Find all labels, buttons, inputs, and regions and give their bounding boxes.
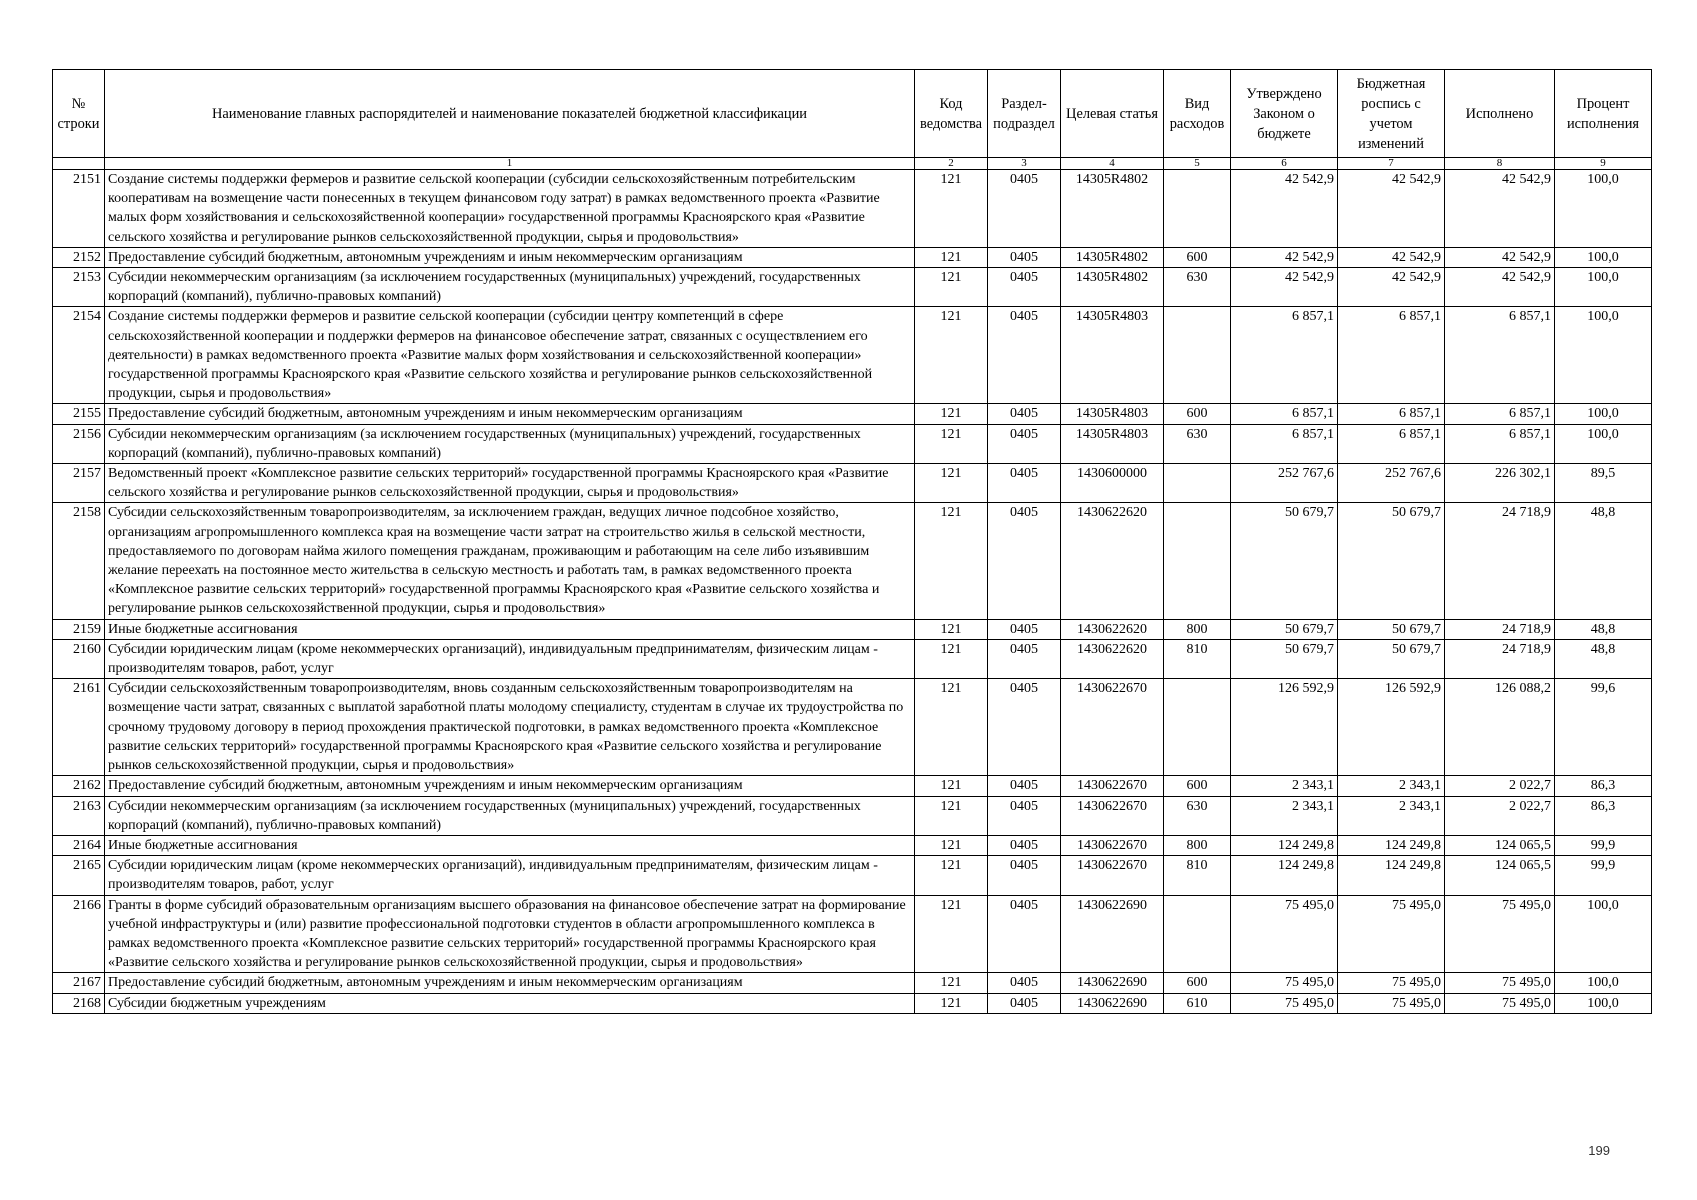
target-article-cell: 1430622690 bbox=[1061, 993, 1164, 1013]
target-article-cell: 1430600000 bbox=[1061, 464, 1164, 503]
row-name-cell: Ведомственный проект «Комплексное развитие сельских территорий» государственной программы Красноярского края «Развитие сельского хозяйства и регулирование рынков сельскохозяйственной продукции, сырья и продовольствия» bbox=[105, 464, 915, 503]
row-number-cell: 2163 bbox=[53, 796, 105, 835]
section-cell: 0405 bbox=[988, 796, 1061, 835]
budget-list-cell: 6 857,1 bbox=[1338, 404, 1445, 424]
column-number: 3 bbox=[988, 158, 1061, 170]
dept-code-cell: 121 bbox=[915, 993, 988, 1013]
expense-kind-cell bbox=[1164, 503, 1231, 619]
header-budget-list: Бюджетная роспись с учетом изменений bbox=[1338, 70, 1445, 158]
approved-cell: 6 857,1 bbox=[1231, 404, 1338, 424]
section-cell: 0405 bbox=[988, 835, 1061, 855]
expense-kind-cell: 810 bbox=[1164, 639, 1231, 678]
dept-code-cell: 121 bbox=[915, 307, 988, 404]
table-row bbox=[53, 895, 1652, 973]
percent-cell: 100,0 bbox=[1555, 404, 1652, 424]
target-article-cell: 1430622670 bbox=[1061, 776, 1164, 796]
expense-kind-cell bbox=[1164, 464, 1231, 503]
executed-cell: 124 065,5 bbox=[1445, 835, 1555, 855]
percent-cell: 48,8 bbox=[1555, 503, 1652, 619]
approved-cell: 50 679,7 bbox=[1231, 503, 1338, 619]
expense-kind-cell: 600 bbox=[1164, 404, 1231, 424]
header-approved: Утверждено Законом о бюджете bbox=[1231, 70, 1338, 158]
section-cell: 0405 bbox=[988, 973, 1061, 993]
budget-execution-table bbox=[52, 69, 1652, 1014]
executed-cell: 124 065,5 bbox=[1445, 856, 1555, 895]
section-cell: 0405 bbox=[988, 503, 1061, 619]
header-executed: Исполнено bbox=[1445, 70, 1555, 158]
budget-list-cell: 75 495,0 bbox=[1338, 895, 1445, 973]
approved-cell: 6 857,1 bbox=[1231, 307, 1338, 404]
approved-cell: 124 249,8 bbox=[1231, 835, 1338, 855]
row-number-cell: 2157 bbox=[53, 464, 105, 503]
executed-cell: 75 495,0 bbox=[1445, 993, 1555, 1013]
row-name-cell: Субсидии юридическим лицам (кроме некоммерческих организаций), индивидуальным предпринимателям, физическим лицам - производителям товаров, работ, услуг bbox=[105, 639, 915, 678]
approved-cell: 75 495,0 bbox=[1231, 973, 1338, 993]
row-name-cell: Субсидии бюджетным учреждениям bbox=[105, 993, 915, 1013]
row-number-cell: 2156 bbox=[53, 424, 105, 463]
row-number-cell: 2164 bbox=[53, 835, 105, 855]
header-row bbox=[53, 70, 1652, 158]
dept-code-cell: 121 bbox=[915, 404, 988, 424]
dept-code-cell: 121 bbox=[915, 639, 988, 678]
row-name-cell: Предоставление субсидий бюджетным, автономным учреждениям и иным некоммерческим организациям bbox=[105, 247, 915, 267]
percent-cell: 100,0 bbox=[1555, 895, 1652, 973]
dept-code-cell: 121 bbox=[915, 856, 988, 895]
expense-kind-cell: 610 bbox=[1164, 993, 1231, 1013]
budget-list-cell: 50 679,7 bbox=[1338, 639, 1445, 678]
header-target-article: Целевая статья bbox=[1061, 70, 1164, 158]
percent-cell: 100,0 bbox=[1555, 170, 1652, 248]
budget-list-cell: 126 592,9 bbox=[1338, 679, 1445, 776]
percent-cell: 48,8 bbox=[1555, 619, 1652, 639]
target-article-cell: 1430622620 bbox=[1061, 503, 1164, 619]
expense-kind-cell bbox=[1164, 170, 1231, 248]
target-article-cell: 14305R4802 bbox=[1061, 268, 1164, 307]
budget-list-cell: 42 542,9 bbox=[1338, 268, 1445, 307]
row-name-cell: Иные бюджетные ассигнования bbox=[105, 835, 915, 855]
approved-cell: 252 767,6 bbox=[1231, 464, 1338, 503]
table-row bbox=[53, 464, 1652, 503]
row-name-cell: Субсидии некоммерческим организациям (за исключением государственных (муниципальных) учреждений, государственных корпораций (компаний), публично-правовых компаний) bbox=[105, 268, 915, 307]
column-number-row bbox=[53, 158, 1652, 170]
row-number-cell: 2168 bbox=[53, 993, 105, 1013]
approved-cell: 2 343,1 bbox=[1231, 776, 1338, 796]
target-article-cell: 14305R4802 bbox=[1061, 170, 1164, 248]
budget-list-cell: 6 857,1 bbox=[1338, 424, 1445, 463]
header-expense-kind: Вид расходов bbox=[1164, 70, 1231, 158]
target-article-cell: 14305R4802 bbox=[1061, 247, 1164, 267]
row-name-cell: Субсидии некоммерческим организациям (за исключением государственных (муниципальных) учреждений, государственных корпораций (компаний), публично-правовых компаний) bbox=[105, 796, 915, 835]
column-number: 2 bbox=[915, 158, 988, 170]
row-number-cell: 2154 bbox=[53, 307, 105, 404]
budget-list-cell: 75 495,0 bbox=[1338, 973, 1445, 993]
expense-kind-cell: 630 bbox=[1164, 268, 1231, 307]
percent-cell: 100,0 bbox=[1555, 247, 1652, 267]
table-row bbox=[53, 170, 1652, 248]
header-row-no: № строки bbox=[53, 70, 105, 158]
percent-cell: 100,0 bbox=[1555, 424, 1652, 463]
dept-code-cell: 121 bbox=[915, 170, 988, 248]
column-number bbox=[53, 158, 105, 170]
section-cell: 0405 bbox=[988, 307, 1061, 404]
executed-cell: 226 302,1 bbox=[1445, 464, 1555, 503]
column-number: 9 bbox=[1555, 158, 1652, 170]
executed-cell: 2 022,7 bbox=[1445, 796, 1555, 835]
executed-cell: 75 495,0 bbox=[1445, 895, 1555, 973]
target-article-cell: 1430622690 bbox=[1061, 973, 1164, 993]
approved-cell: 42 542,9 bbox=[1231, 268, 1338, 307]
dept-code-cell: 121 bbox=[915, 503, 988, 619]
row-number-cell: 2166 bbox=[53, 895, 105, 973]
dept-code-cell: 121 bbox=[915, 424, 988, 463]
budget-list-cell: 42 542,9 bbox=[1338, 247, 1445, 267]
table-row bbox=[53, 247, 1652, 267]
executed-cell: 42 542,9 bbox=[1445, 170, 1555, 248]
row-name-cell: Иные бюджетные ассигнования bbox=[105, 619, 915, 639]
row-number-cell: 2159 bbox=[53, 619, 105, 639]
target-article-cell: 1430622670 bbox=[1061, 856, 1164, 895]
row-number-cell: 2162 bbox=[53, 776, 105, 796]
percent-cell: 89,5 bbox=[1555, 464, 1652, 503]
section-cell: 0405 bbox=[988, 424, 1061, 463]
dept-code-cell: 121 bbox=[915, 895, 988, 973]
row-number-cell: 2153 bbox=[53, 268, 105, 307]
expense-kind-cell: 800 bbox=[1164, 835, 1231, 855]
expense-kind-cell: 600 bbox=[1164, 973, 1231, 993]
expense-kind-cell bbox=[1164, 307, 1231, 404]
executed-cell: 42 542,9 bbox=[1445, 247, 1555, 267]
table-row bbox=[53, 404, 1652, 424]
row-number-cell: 2165 bbox=[53, 856, 105, 895]
executed-cell: 2 022,7 bbox=[1445, 776, 1555, 796]
target-article-cell: 14305R4803 bbox=[1061, 424, 1164, 463]
table-row bbox=[53, 307, 1652, 404]
header-name: Наименование главных распорядителей и наименование показателей бюджетной классификации bbox=[105, 70, 915, 158]
budget-list-cell: 6 857,1 bbox=[1338, 307, 1445, 404]
section-cell: 0405 bbox=[988, 170, 1061, 248]
target-article-cell: 14305R4803 bbox=[1061, 307, 1164, 404]
target-article-cell: 1430622690 bbox=[1061, 895, 1164, 973]
budget-list-cell: 124 249,8 bbox=[1338, 835, 1445, 855]
section-cell: 0405 bbox=[988, 679, 1061, 776]
budget-list-cell: 75 495,0 bbox=[1338, 993, 1445, 1013]
executed-cell: 24 718,9 bbox=[1445, 619, 1555, 639]
target-article-cell: 1430622620 bbox=[1061, 639, 1164, 678]
approved-cell: 75 495,0 bbox=[1231, 895, 1338, 973]
row-name-cell: Субсидии сельскохозяйственным товаропроизводителям, за исключением граждан, ведущих личное подсобное хозяйство, организациям агропромышленного комплекса края на возмещение части затрат на строительство жилья в сельской местности, предоставляемого по договорам найма жилого помещения гражданам, проживающим и работающим на селе либо изъявившим желание переехать на постоянное место жительства в сельскую местность и работать там, в рамках ведомственного проекта «Комплексное развитие сельских территорий» государственной программы Красноярского края «Развитие сельского хозяйства и регулирование рынков сельскохозяйственной продукции, сырья и продовольствия» bbox=[105, 503, 915, 619]
dept-code-cell: 121 bbox=[915, 247, 988, 267]
column-number: 1 bbox=[105, 158, 915, 170]
row-name-cell: Предоставление субсидий бюджетным, автономным учреждениям и иным некоммерческим организациям bbox=[105, 973, 915, 993]
row-name-cell: Гранты в форме субсидий образовательным организациям высшего образования на финансовое обеспечение затрат на формирование учебной инфраструктуры и (или) развитие профессиональной подготовки студентов в области агропромышленного комплекса в рамках ведомственного проекта «Комплексное развитие сельских территорий» государственной программы Красноярского края «Развитие сельского хозяйства и регулирование рынков сельскохозяйственной продукции, сырья и продовольствия» bbox=[105, 895, 915, 973]
table-row bbox=[53, 503, 1652, 619]
target-article-cell: 1430622670 bbox=[1061, 835, 1164, 855]
table-row bbox=[53, 835, 1652, 855]
executed-cell: 75 495,0 bbox=[1445, 973, 1555, 993]
dept-code-cell: 121 bbox=[915, 679, 988, 776]
row-number-cell: 2161 bbox=[53, 679, 105, 776]
executed-cell: 6 857,1 bbox=[1445, 404, 1555, 424]
percent-cell: 48,8 bbox=[1555, 639, 1652, 678]
expense-kind-cell: 630 bbox=[1164, 424, 1231, 463]
section-cell: 0405 bbox=[988, 619, 1061, 639]
approved-cell: 42 542,9 bbox=[1231, 247, 1338, 267]
target-article-cell: 1430622670 bbox=[1061, 679, 1164, 776]
column-number: 4 bbox=[1061, 158, 1164, 170]
dept-code-cell: 121 bbox=[915, 973, 988, 993]
budget-list-cell: 2 343,1 bbox=[1338, 776, 1445, 796]
executed-cell: 6 857,1 bbox=[1445, 307, 1555, 404]
section-cell: 0405 bbox=[988, 247, 1061, 267]
row-name-cell: Создание системы поддержки фермеров и развитие сельской кооперации (субсидии центру компетенций в сфере сельскохозяйственной кооперации и поддержки фермеров на финансовое обеспечение затрат, связанных с осуществлением его деятельности) в рамках ведомственного проекта «Развитие малых форм хозяйствования и сельскохозяйственной кооперации» государственной программы Красноярского края «Развитие сельского хозяйства и регулирование рынков сельскохозяйственной продукции, сырья и продовольствия» bbox=[105, 307, 915, 404]
executed-cell: 42 542,9 bbox=[1445, 268, 1555, 307]
section-cell: 0405 bbox=[988, 776, 1061, 796]
approved-cell: 50 679,7 bbox=[1231, 639, 1338, 678]
dept-code-cell: 121 bbox=[915, 619, 988, 639]
percent-cell: 100,0 bbox=[1555, 993, 1652, 1013]
percent-cell: 100,0 bbox=[1555, 268, 1652, 307]
approved-cell: 2 343,1 bbox=[1231, 796, 1338, 835]
row-name-cell: Субсидии некоммерческим организациям (за исключением государственных (муниципальных) учреждений, государственных корпораций (компаний), публично-правовых компаний) bbox=[105, 424, 915, 463]
section-cell: 0405 bbox=[988, 895, 1061, 973]
percent-cell: 86,3 bbox=[1555, 776, 1652, 796]
table-row bbox=[53, 268, 1652, 307]
table-row bbox=[53, 639, 1652, 678]
row-number-cell: 2152 bbox=[53, 247, 105, 267]
row-name-cell: Предоставление субсидий бюджетным, автономным учреждениям и иным некоммерческим организациям bbox=[105, 776, 915, 796]
table-row bbox=[53, 993, 1652, 1013]
executed-cell: 24 718,9 bbox=[1445, 503, 1555, 619]
executed-cell: 6 857,1 bbox=[1445, 424, 1555, 463]
row-name-cell: Создание системы поддержки фермеров и развитие сельской кооперации (субсидии сельскохозяйственным потребительским кооперативам на возмещение части понесенных в текущем финансовом году затрат) в рамках ведомственного проекта «Развитие малых форм хозяйствования и сельскохозяйственной кооперации» государственной программы Красноярского края «Развитие сельского хозяйства и регулирование рынков сельскохозяйственной продукции, сырья и продовольствия» bbox=[105, 170, 915, 248]
target-article-cell: 14305R4803 bbox=[1061, 404, 1164, 424]
expense-kind-cell: 810 bbox=[1164, 856, 1231, 895]
dept-code-cell: 121 bbox=[915, 796, 988, 835]
budget-list-cell: 42 542,9 bbox=[1338, 170, 1445, 248]
budget-list-cell: 252 767,6 bbox=[1338, 464, 1445, 503]
header-dept-code: Код ведомства bbox=[915, 70, 988, 158]
page-number: 199 bbox=[1588, 1143, 1610, 1158]
expense-kind-cell: 800 bbox=[1164, 619, 1231, 639]
row-number-cell: 2151 bbox=[53, 170, 105, 248]
section-cell: 0405 bbox=[988, 268, 1061, 307]
header-section: Раздел-подраздел bbox=[988, 70, 1061, 158]
row-number-cell: 2155 bbox=[53, 404, 105, 424]
row-name-cell: Субсидии юридическим лицам (кроме некоммерческих организаций), индивидуальным предпринимателям, физическим лицам - производителям товаров, работ, услуг bbox=[105, 856, 915, 895]
expense-kind-cell bbox=[1164, 679, 1231, 776]
percent-cell: 99,9 bbox=[1555, 835, 1652, 855]
approved-cell: 42 542,9 bbox=[1231, 170, 1338, 248]
section-cell: 0405 bbox=[988, 856, 1061, 895]
table-row bbox=[53, 856, 1652, 895]
approved-cell: 6 857,1 bbox=[1231, 424, 1338, 463]
approved-cell: 50 679,7 bbox=[1231, 619, 1338, 639]
section-cell: 0405 bbox=[988, 639, 1061, 678]
column-number: 5 bbox=[1164, 158, 1231, 170]
target-article-cell: 1430622620 bbox=[1061, 619, 1164, 639]
table-row bbox=[53, 796, 1652, 835]
table-row bbox=[53, 679, 1652, 776]
row-number-cell: 2167 bbox=[53, 973, 105, 993]
expense-kind-cell: 600 bbox=[1164, 247, 1231, 267]
budget-table-container bbox=[52, 69, 1651, 1014]
row-name-cell: Субсидии сельскохозяйственным товаропроизводителям, вновь созданным сельскохозяйственным товаропроизводителям на возмещение части затрат, связанных с выплатой заработной платы молодому специалисту, студентам в случае их трудоустройства по срочному трудовому договору в период прохождения практической подготовки, в рамках ведомственного проекта «Комплексное развитие сельских территорий» государственной программы Красноярского края «Развитие сельского хозяйства и регулирование рынков сельскохозяйственной продукции, сырья и продовольствия» bbox=[105, 679, 915, 776]
table-row bbox=[53, 973, 1652, 993]
table-row bbox=[53, 776, 1652, 796]
executed-cell: 126 088,2 bbox=[1445, 679, 1555, 776]
approved-cell: 124 249,8 bbox=[1231, 856, 1338, 895]
budget-list-cell: 50 679,7 bbox=[1338, 503, 1445, 619]
column-number: 7 bbox=[1338, 158, 1445, 170]
budget-list-cell: 2 343,1 bbox=[1338, 796, 1445, 835]
column-number: 8 bbox=[1445, 158, 1555, 170]
expense-kind-cell: 630 bbox=[1164, 796, 1231, 835]
table-row bbox=[53, 424, 1652, 463]
percent-cell: 99,9 bbox=[1555, 856, 1652, 895]
table-body bbox=[53, 170, 1652, 1014]
budget-list-cell: 50 679,7 bbox=[1338, 619, 1445, 639]
dept-code-cell: 121 bbox=[915, 776, 988, 796]
row-name-cell: Предоставление субсидий бюджетным, автономным учреждениям и иным некоммерческим организациям bbox=[105, 404, 915, 424]
executed-cell: 24 718,9 bbox=[1445, 639, 1555, 678]
column-number: 6 bbox=[1231, 158, 1338, 170]
percent-cell: 100,0 bbox=[1555, 307, 1652, 404]
percent-cell: 99,6 bbox=[1555, 679, 1652, 776]
approved-cell: 75 495,0 bbox=[1231, 993, 1338, 1013]
budget-list-cell: 124 249,8 bbox=[1338, 856, 1445, 895]
section-cell: 0405 bbox=[988, 404, 1061, 424]
dept-code-cell: 121 bbox=[915, 464, 988, 503]
target-article-cell: 1430622670 bbox=[1061, 796, 1164, 835]
expense-kind-cell bbox=[1164, 895, 1231, 973]
row-number-cell: 2158 bbox=[53, 503, 105, 619]
expense-kind-cell: 600 bbox=[1164, 776, 1231, 796]
dept-code-cell: 121 bbox=[915, 835, 988, 855]
row-number-cell: 2160 bbox=[53, 639, 105, 678]
section-cell: 0405 bbox=[988, 464, 1061, 503]
percent-cell: 100,0 bbox=[1555, 973, 1652, 993]
approved-cell: 126 592,9 bbox=[1231, 679, 1338, 776]
header-percent: Процент исполнения bbox=[1555, 70, 1652, 158]
table-row bbox=[53, 619, 1652, 639]
section-cell: 0405 bbox=[988, 993, 1061, 1013]
percent-cell: 86,3 bbox=[1555, 796, 1652, 835]
dept-code-cell: 121 bbox=[915, 268, 988, 307]
